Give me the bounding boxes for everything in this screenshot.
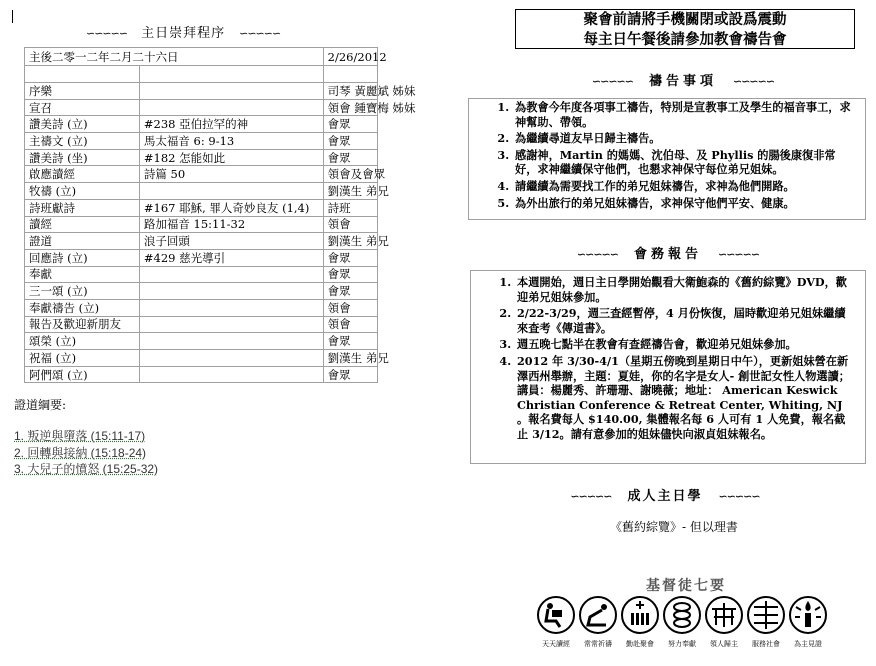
program-leader: 會眾	[323, 249, 377, 266]
notice-box	[515, 9, 855, 49]
program-row	[25, 249, 378, 266]
program-item: 讚美詩 (立)	[25, 116, 140, 133]
outline-item: 2. 回轉與接納 (15:18-24)	[14, 445, 147, 460]
program-row	[25, 233, 378, 250]
prayer-list	[469, 100, 865, 210]
news-item: 3. 週五晚七點半在教會有查經禱告會，歡迎弟兄姐妹參加。	[515, 337, 853, 352]
program-row	[25, 133, 378, 150]
program-row	[25, 299, 378, 316]
program-detail	[139, 299, 323, 316]
program-leader: 劉漢生 弟兄	[323, 233, 377, 250]
prayer-icon	[578, 595, 618, 635]
program-item: 牧禱 (立)	[25, 183, 140, 200]
program-item: 宣召	[25, 99, 140, 116]
program-detail	[139, 83, 323, 100]
program-row	[25, 199, 378, 216]
program-leader: 司琴 黃麗斌 姊妹	[323, 83, 377, 100]
outline-item: 1. 叛逆與墮落 (15:11-17)	[14, 429, 146, 443]
program-row	[25, 266, 378, 283]
program-detail: #238 亞伯拉罕的神	[139, 116, 323, 133]
program-leader: 會眾	[323, 116, 377, 133]
news-item: 4. 2012 年 3/30-4/1（星期五傍晚到星期日中午），更新姐妹營在新澤西州舉辦，主題：夏娃，你的名字是女人- 創世記女性人物選讀；講員：楊麗秀、許珊珊、謝曉薇；地址： American Keswick Christian Conference & Retreat Center, Whiting, NJ 。報名費每人 $140.00, 集體報名每 6 人可有 1 人免費，報名截止 3/12。請有意參加的姐妹儘快向淑貞姐妹報名。	[515, 354, 853, 442]
seven-essentials-captions	[536, 639, 828, 649]
program-item: 頌榮 (立)	[25, 333, 140, 350]
prayer-box	[468, 98, 866, 220]
news-item: 1. 本週開始，週日主日學開始觀看大衛鮑森的《舊約綜覽》DVD，歡迎弟兄姐妹參加。	[515, 275, 853, 304]
program-item: 證道	[25, 233, 140, 250]
program-item: 祝福 (立)	[25, 350, 140, 367]
program-detail: 詩篇 50	[139, 166, 323, 183]
program-item: 讀經	[25, 216, 140, 233]
date: 2/26/2012	[323, 48, 377, 66]
church-gathering-icon	[620, 595, 660, 635]
program-item: 回應詩 (立)	[25, 249, 140, 266]
program-item: 三一頌 (立)	[25, 283, 140, 300]
news-list	[471, 275, 865, 442]
worship-order-table	[24, 47, 416, 383]
notice-line: 每主日午餐後請參加教會禱告會	[583, 31, 787, 48]
program-leader: 會眾	[323, 333, 377, 350]
sunday-school-title: ∽∽∽∽∽ 成人主日學 ∽∽∽∽∽	[570, 489, 760, 504]
notice-line: 聚會前請將手機關閉或設爲震動	[583, 11, 787, 28]
program-row	[25, 350, 378, 367]
sermon-outline	[14, 428, 158, 478]
program-detail	[139, 266, 323, 283]
program-item: 啟應讀經	[25, 166, 140, 183]
program-leader: 領會	[323, 299, 377, 316]
witness-candle-icon	[788, 595, 828, 635]
program-detail: #167 耶穌, 罪人奇妙良友 (1,4)	[139, 199, 323, 216]
prayer-item: 1. 為教會今年度各項事工禱告，特別是宣教事工及學生的福音事工，求神幫助、帶領。	[513, 100, 853, 129]
news-item: 2. 2/22-3/29，週三查經暫停，4 月份恢復，屆時歡迎弟兄姐妹繼續來查考《傳道書》。	[515, 306, 853, 335]
program-detail: #182 怎能如此	[139, 149, 323, 166]
outline-item: 3. 大兒子的憤怒 (15:25-32)	[14, 462, 159, 476]
prayer-title: ∽∽∽∽∽ 禱告事項 ∽∽∽∽∽	[591, 74, 775, 89]
prayer-item: 3. 感謝神，Martin 的媽媽、沈伯母、及 Phyllis 的腸後康復非常好，求神繼續保守他們，也懇求神保守每位弟兄姐妹。	[513, 148, 853, 177]
program-item: 讚美詩 (坐)	[25, 149, 140, 166]
program-row	[25, 166, 378, 183]
caption: 領人歸主	[710, 640, 738, 648]
program-detail	[139, 366, 323, 383]
caption: 天天讀經	[542, 640, 570, 648]
program-row	[25, 366, 378, 383]
program-detail: 浪子回頭	[139, 233, 323, 250]
program-row	[25, 216, 378, 233]
worship-order-title: ∽∽∽∽∽ 主日崇拜程序 ∽∽∽∽∽	[86, 26, 281, 41]
caption: 常常祈禱	[584, 640, 612, 648]
evangelism-icon	[704, 595, 744, 635]
deco-right: ∽∽∽∽∽	[239, 27, 281, 40]
program-leader: 劉漢生 弟兄	[323, 183, 377, 200]
date-row	[25, 48, 378, 66]
program-row	[25, 149, 378, 166]
program-item: 詩班獻詩	[25, 199, 140, 216]
program-leader: 會眾	[323, 133, 377, 150]
program-row	[25, 283, 378, 300]
program-row	[25, 183, 378, 200]
seven-essentials-title: 基督徒七要	[646, 577, 726, 593]
program-detail	[139, 350, 323, 367]
offering-icon	[662, 595, 702, 635]
program-leader: 劉漢生 弟兄	[323, 350, 377, 367]
program-leader: 會眾	[323, 266, 377, 283]
program-row	[25, 116, 378, 133]
caption: 服務社會	[752, 640, 780, 648]
program-detail: 馬太福音 6: 9-13	[139, 133, 323, 150]
program-detail: #429 慈光導引	[139, 249, 323, 266]
sunday-school-subject: 《舊約綜覽》- 但以理書	[610, 520, 738, 534]
program-leader: 會眾	[323, 283, 377, 300]
blank-row	[25, 66, 378, 83]
program-item: 報告及歡迎新朋友	[25, 316, 140, 333]
program-item: 奉獻禱告 (立)	[25, 299, 140, 316]
program-detail	[139, 283, 323, 300]
program-detail	[139, 183, 323, 200]
program-leader: 會眾	[323, 366, 377, 383]
text-cursor	[12, 10, 13, 23]
program-leader: 會眾	[323, 149, 377, 166]
news-box	[470, 270, 866, 464]
program-row	[25, 99, 378, 116]
program-item: 序樂	[25, 83, 140, 100]
bible-reading-icon	[536, 595, 576, 635]
program-item: 主禱文 (立)	[25, 133, 140, 150]
prayer-item: 2. 為繼續尋道友早日歸主禱告。	[513, 131, 853, 146]
prayer-item: 5. 為外出旅行的弟兄姐妹禱告，求神保守他們平安、健康。	[513, 196, 853, 211]
program-item: 奉獻	[25, 266, 140, 283]
program-detail: 路加福音 15:11-32	[139, 216, 323, 233]
program-detail	[139, 333, 323, 350]
program-detail	[139, 316, 323, 333]
caption: 勤赴聚會	[626, 640, 654, 648]
program-row	[25, 333, 378, 350]
program-leader: 詩班	[323, 199, 377, 216]
sermon-outline-heading: 證道綱要:	[14, 398, 67, 412]
caption: 為主見證	[794, 640, 822, 648]
program-item: 阿們頌 (立)	[25, 366, 140, 383]
prayer-item: 4. 請繼續為需要找工作的弟兄姐妹禱告，求神為他們開路。	[513, 179, 853, 194]
program-leader: 領會 鍾寶梅 姊妹	[323, 99, 377, 116]
deco-left: ∽∽∽∽∽	[86, 27, 128, 40]
seven-essentials-icons	[536, 595, 828, 635]
caption: 努力奉獻	[668, 640, 696, 648]
program-row	[25, 316, 378, 333]
program-row	[25, 83, 378, 100]
program-leader: 領會	[323, 316, 377, 333]
program-detail	[139, 99, 323, 116]
date-cn: 主後二零一二年二月二十六日	[25, 48, 324, 66]
program-leader: 領會	[323, 216, 377, 233]
program-leader: 領會及會眾	[323, 166, 377, 183]
news-title: ∽∽∽∽∽ 會務報告 ∽∽∽∽∽	[576, 247, 760, 262]
social-service-icon	[746, 595, 786, 635]
